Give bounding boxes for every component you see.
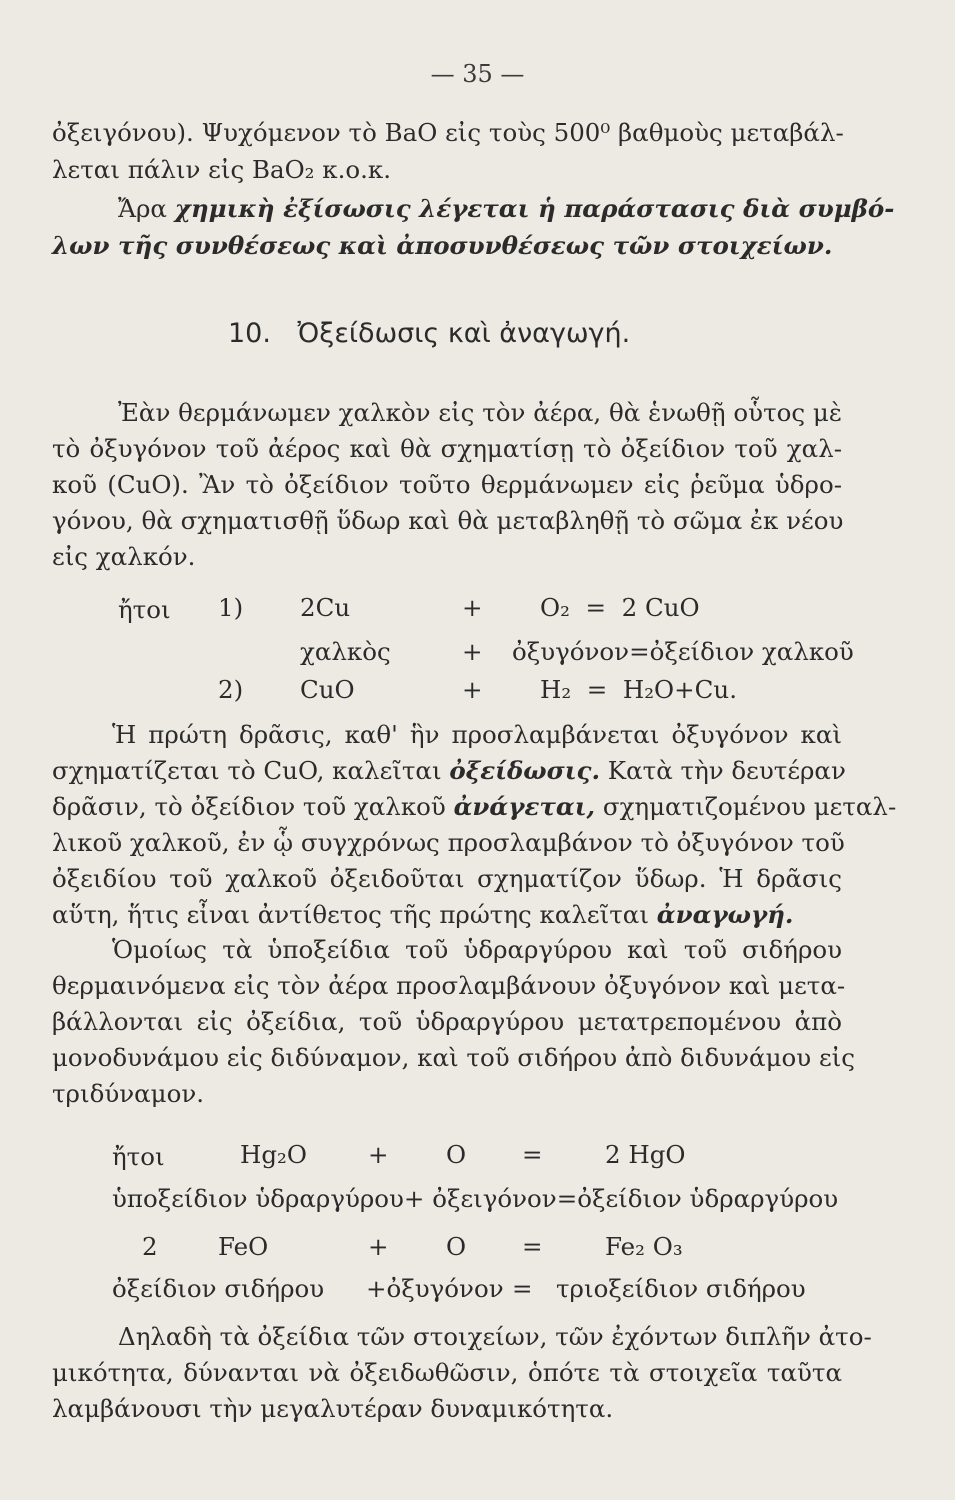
text-line: θερμαινόμενα εἰς τὸν ἀέρα προσλαμβάνουν ὀξυγόνον καὶ μετα- <box>52 971 846 1000</box>
text-line <box>52 792 897 822</box>
equations-intro: ἤτοι <box>118 595 171 624</box>
text-line: κοῦ (CuO). Ἂν τὸ ὀξείδιον τοῦτο θερμάνωμεν εἰς ῥεῦμα ὑδρο- <box>52 470 842 499</box>
equation-number: 1) <box>218 593 244 622</box>
text-line: γόνου, θὰ σχηματισθῇ ὕδωρ καὶ θὰ μεταβληθῇ τὸ σῶμα ἐκ νέου <box>52 506 844 535</box>
text-run: αὕτη, ἥτις εἶναι ἀντίθετος τῆς πρώτης καλεῖται <box>52 900 657 929</box>
definition-bold: λων τῆς συνθέσεως καὶ ἀποσυνθέσεως τῶν στοιχείων. <box>52 231 833 260</box>
equation-term: Hg₂O <box>240 1140 307 1169</box>
equation-word-rhs: ὀξυγόνον=ὀξείδιον χαλκοῦ <box>512 637 854 666</box>
text-run: Κατὰ τὴν δευτέραν <box>600 756 846 785</box>
equation-word: ὀξείδιον σιδήρου <box>112 1274 325 1303</box>
equation-term: FeO <box>218 1232 269 1261</box>
equation-number: 2 <box>142 1232 158 1261</box>
equation-plus: + <box>462 593 483 622</box>
equation-number: 2) <box>218 675 244 704</box>
equation-equals: = <box>522 1140 543 1169</box>
equation-lhs: 2Cu <box>300 593 351 622</box>
text-line: μικότητα, δύνανται νὰ ὀξειδωθῶσιν, ὁπότε τὰ στοιχεῖα ταῦτα <box>52 1358 842 1387</box>
text-line: τὸ ὀξυγόνον τοῦ ἀέρος καὶ θὰ σχηματίσῃ τὸ ὀξείδιον τοῦ χαλ- <box>52 434 842 463</box>
text-line <box>52 756 846 786</box>
equation-word: +ὀξυγόνον <box>366 1274 504 1303</box>
equation-term: Fe₂ O₃ <box>605 1232 683 1261</box>
equation-plus: + <box>368 1232 389 1261</box>
equation-words: ὑποξείδιον ὑδραργύρου+ ὀξειγόνον=ὀξείδιον ὑδραργύρου <box>112 1184 839 1213</box>
equation-plus: + <box>368 1140 389 1169</box>
section-title: Ὀξείδωσις καὶ ἀναγωγή. <box>297 318 631 349</box>
equation-plus: + <box>462 637 483 666</box>
text-line: μονοδυνάμου εἰς διδύναμον, καὶ τοῦ σιδήρου ἀπὸ διδυνάμου εἰς <box>52 1043 855 1072</box>
equations-intro: ἤτοι <box>112 1142 165 1171</box>
equation-term: O <box>446 1140 467 1169</box>
text-line: εἰς χαλκόν. <box>52 542 196 571</box>
text-line: Ἐὰν θερμάνωμεν χαλκὸν εἰς τὸν ἀέρα, θὰ ἑνωθῇ οὗτος μὲ <box>118 398 842 427</box>
text-run: σχηματιζομένου μεταλ- <box>595 792 897 821</box>
text-line: λαμβάνουσι τὴν μεγαλυτέραν δυναμικότητα. <box>52 1394 614 1423</box>
definition-line <box>118 194 895 224</box>
term-reduced: ἀνάγεται, <box>453 792 596 821</box>
text-run: δρᾶσιν, τὸ ὀξείδιον τοῦ χαλκοῦ <box>52 792 454 821</box>
equation-term: 2 HgO <box>605 1140 686 1169</box>
equation-rhs: H₂ = H₂O+Cu. <box>540 675 737 704</box>
term-oxidation: ὀξείδωσις. <box>449 756 600 785</box>
text-run: Ἄρα <box>118 194 175 223</box>
text-line: ὀξειδίου τοῦ χαλκοῦ ὀξειδοῦται σχηματίζον ὕδωρ. Ἡ δρᾶσις <box>52 864 842 893</box>
equation-term: O <box>446 1232 467 1261</box>
text-run: σχηματίζεται τὸ CuO, καλεῖται <box>52 756 450 785</box>
text-line: λικοῦ χαλκοῦ, ἐν ᾧ συγχρόνως προσλαμβάνον τὸ ὀξυγόνον τοῦ <box>52 828 845 857</box>
text-line: Ἡ πρώτη δρᾶσις, καθ' ἣν προσλαμβάνεται ὀξυγόνον καὶ <box>112 720 842 749</box>
equation-lhs: CuO <box>300 675 355 704</box>
text-line: βάλλονται εἰς ὀξείδια, τοῦ ὑδραργύρου μετατρεπομένου ἀπὸ <box>52 1007 842 1036</box>
text-line: τριδύναμον. <box>52 1079 205 1108</box>
equation-word: τριοξείδιον σιδήρου <box>556 1274 806 1303</box>
equation-word-lhs: χαλκὸς <box>300 637 391 666</box>
text-line: Ὁμοίως τὰ ὑποξείδια τοῦ ὑδραργύρου καὶ τοῦ σιδήρου <box>112 935 842 964</box>
page-number: — 35 — <box>430 60 525 88</box>
section-number: 10. <box>228 318 271 349</box>
text-line: ὀξειγόνου). Ψυχόμενον τὸ BaO εἰς τοὺς 500⁰ βαθμοὺς μεταβάλ- <box>52 118 844 147</box>
definition-bold: χημικὴ ἐξίσωσις λέγεται ἡ παράστασις διὰ συμβό- <box>174 194 895 223</box>
section-heading <box>228 318 648 349</box>
equation-equals: = <box>522 1232 543 1261</box>
equation-plus: + <box>462 675 483 704</box>
equation-equals: = <box>512 1274 533 1303</box>
term-reduction: ἀναγωγή. <box>656 900 794 929</box>
text-line: λεται πάλιν εἰς BaO₂ κ.ο.κ. <box>52 155 392 184</box>
text-line <box>52 900 842 930</box>
equation-rhs: O₂ = 2 CuO <box>540 593 700 622</box>
text-line: Δηλαδὴ τὰ ὀξείδια τῶν στοιχείων, τῶν ἐχόντων διπλῆν ἀτο- <box>118 1322 872 1351</box>
